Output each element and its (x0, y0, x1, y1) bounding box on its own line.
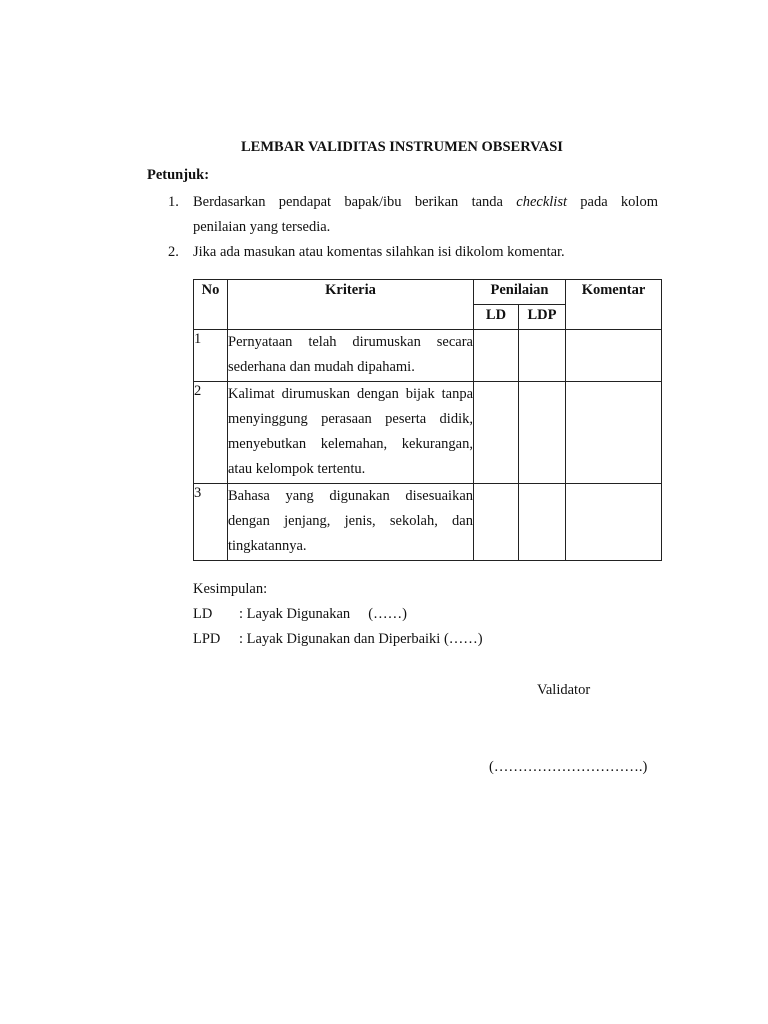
instructions-heading: Petunjuk: (147, 167, 210, 183)
header-kriteria: Kriteria (228, 280, 474, 330)
row-kriteria: Kalimat dirumuskan dengan bijak tanpa menyinggung perasaan peserta didik, menyebutkan kelemahan, kekurangan, atau kelompok tertentu. (228, 381, 474, 483)
komentar-cell[interactable] (566, 381, 662, 483)
table-row (194, 330, 662, 382)
instruction-line-2: penilaian yang tersedia. (193, 219, 331, 235)
row-number: 2 (194, 381, 228, 483)
row-number: 3 (194, 483, 228, 560)
ld-checkbox-cell[interactable] (474, 381, 519, 483)
ldp-checkbox-cell[interactable] (519, 483, 566, 560)
row-number: 1 (194, 330, 228, 382)
instruction-number: 2. (168, 244, 179, 260)
signature-line: (………………………….) (489, 759, 648, 775)
instruction-item-2 (168, 240, 658, 265)
legend-ld (193, 605, 407, 623)
ld-checkbox-cell[interactable] (474, 330, 519, 382)
legend-lpd (193, 630, 483, 648)
header-no: No (194, 280, 228, 330)
checklist-term: checklist (516, 194, 567, 210)
row-kriteria: Pernyataan telah dirumuskan secara sederhana dan mudah dipahami. (228, 330, 474, 382)
validator-label: Validator (537, 682, 591, 698)
conclusion-heading: Kesimpulan: (193, 581, 268, 597)
header-ldp: LDP (519, 305, 566, 330)
header-ld: LD (474, 305, 519, 330)
header-penilaian: Penilaian (474, 280, 566, 305)
legend-abbr: LD (193, 606, 213, 622)
instruction-number: 1. (168, 194, 179, 210)
instruction-text: Jika ada masukan atau komentas silahkan isi dikolom komentar. (193, 244, 565, 260)
instruction-item-1 (168, 190, 658, 240)
header-komentar: Komentar (566, 280, 662, 330)
ldp-checkbox-cell[interactable] (519, 330, 566, 382)
legend-desc: : Layak Digunakan (……) (239, 606, 407, 622)
table-row (194, 381, 662, 483)
table-row (194, 483, 662, 560)
validation-table (193, 279, 662, 561)
ldp-checkbox-cell[interactable] (519, 381, 566, 483)
ld-checkbox-cell[interactable] (474, 483, 519, 560)
komentar-cell[interactable] (566, 483, 662, 560)
komentar-cell[interactable] (566, 330, 662, 382)
instruction-text (193, 190, 658, 240)
row-kriteria: Bahasa yang digunakan disesuaikan dengan jenjang, jenis, sekolah, dan tingkatannya. (228, 483, 474, 560)
legend-abbr: LPD (193, 631, 221, 647)
page-title: LEMBAR VALIDITAS INSTRUMEN OBSERVASI (241, 139, 563, 155)
legend-desc: : Layak Digunakan dan Diperbaiki (……) (239, 631, 483, 647)
instruction-line-1: Berdasarkan pendapat bapak/ibu berikan tanda checklist pada kolom (193, 194, 658, 210)
